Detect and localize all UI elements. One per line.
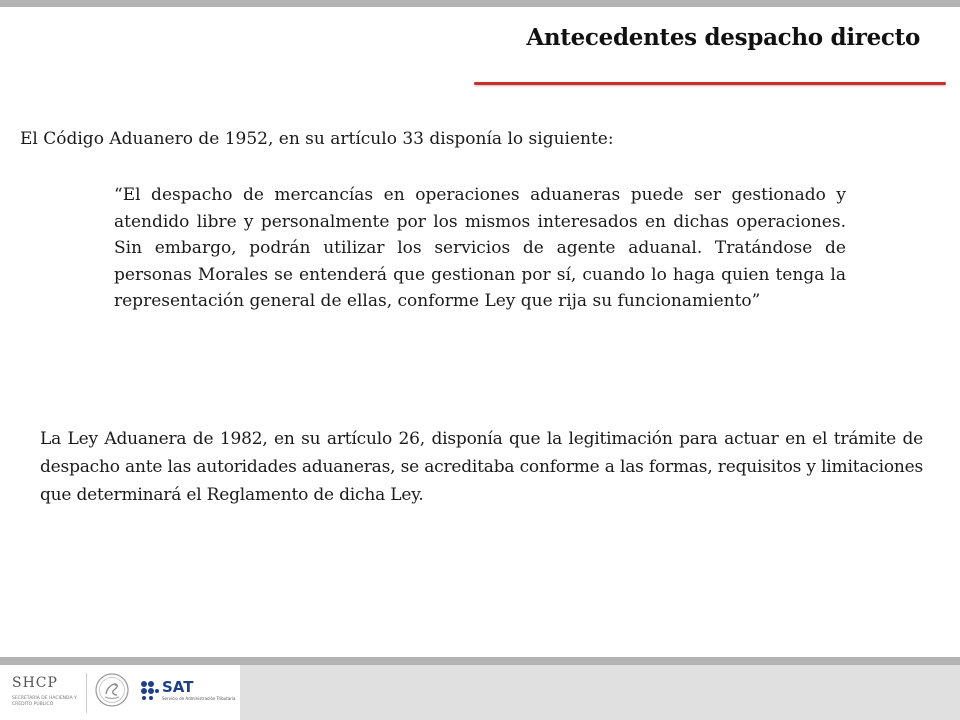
slide-title: Antecedentes despacho directo [526, 24, 920, 51]
sat-logo [140, 678, 235, 708]
ley-aduanera-paragraph: La Ley Aduanera de 1982, en su artículo 26, disponía que la legitimación para actuar en el trámite de despacho ante las autoridades aduaneras, se acreditaba conforme a las formas, requisitos y limitaciones que determinará el Reglamento de dicha Ley. [40, 429, 923, 505]
intro-text: El Código Aduanero de 1952, en su artículo 33 disponía lo siguiente: [20, 129, 614, 149]
shcp-logo-subtitle: SECRETARÍA DE HACIENDA Y CRÉDITO PÚBLICO [12, 696, 77, 707]
sat-dots-icon [140, 680, 160, 700]
shcp-logo-text: SHCP [12, 675, 58, 691]
footer-divider [86, 673, 87, 713]
quote-text: “El despacho de mercancías en operaciones aduaneras puede ser gestionado y atendido libre y personalmente por los mismos interesados en dichas operaciones. Sin embargo, podrán utilizar los servicios de agente aduanal. Tratándose de personas Morales se entenderá que gestionan por sí, cuando lo haga quien tenga la representación general de ellas, conforme Ley que rija su funcionamiento” [114, 185, 846, 311]
mexican-coat-of-arms-icon [94, 672, 130, 708]
sat-logo-text: SAT [162, 678, 194, 696]
top-bar [0, 0, 960, 7]
title-underline [474, 82, 946, 85]
footer-gray-panel [240, 665, 960, 720]
shcp-logo [12, 675, 80, 715]
footer-bar [0, 657, 960, 665]
sat-logo-subtitle: Servicio de Administración Tributaria [162, 696, 236, 701]
